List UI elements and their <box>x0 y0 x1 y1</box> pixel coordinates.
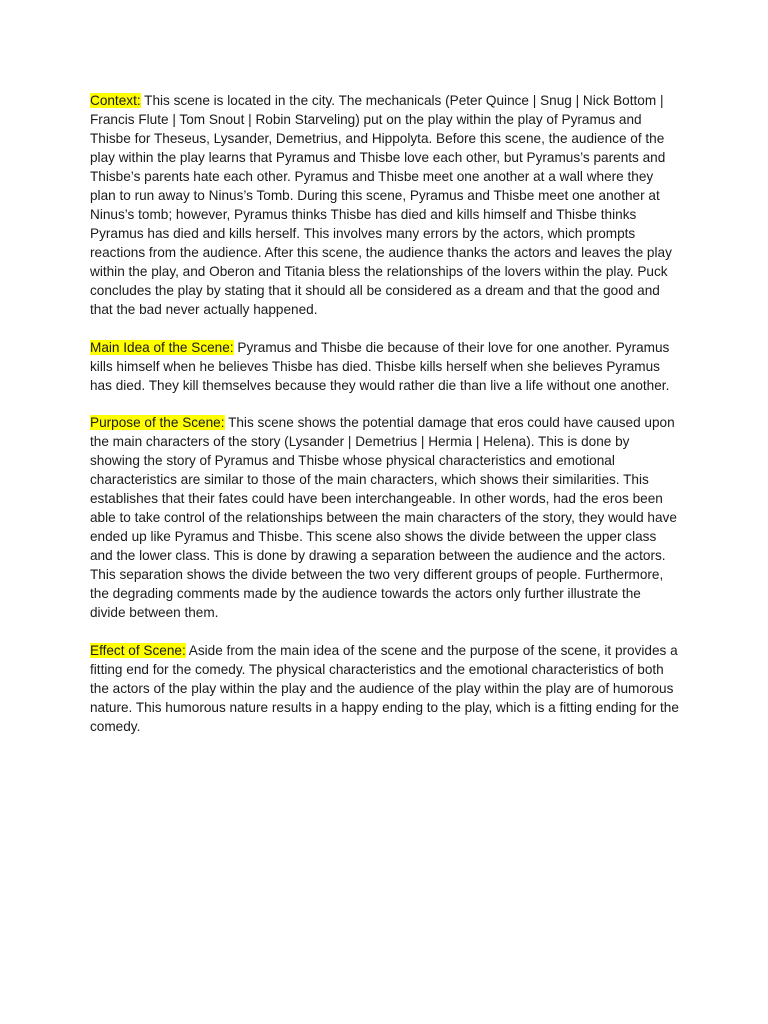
document-body <box>90 91 680 754</box>
main-idea-text: Pyramus and Thisbe die because of their love for one another. Pyramus kills himself when he believes Thisbe has died. Thisbe kills herself when she believes Pyramus has died. They kill themselves because they would rather die than live a life without one another. <box>90 339 670 393</box>
context-text: This scene is located in the city. The mechanicals (Peter Quince | Snug | Nick Bottom | Francis Flute | Tom Snout | Robin Starveling) put on the play within the play of Pyramus and Thisbe for Theseus, Lysander, Demetrius, and Hippolyta. Before this scene, the audience of the play within the play learns that Pyramus and Thisbe love each other, but Pyramus’s parents and Thisbe’s parents hate each other. Pyramus and Thisbe meet one another at a wall where they plan to run away to Ninus’s Tomb. During this scene, Pyramus and Thisbe meet one another at Ninus’s tomb; however, Pyramus thinks Thisbe has died and kills himself and Thisbe thinks Pyramus has died and kills herself. This involves many errors by the actors, which prompts reactions from the audience. After this scene, the audience thanks the actors and leaves the play within the play, and Oberon and Titania bless the relationships of the lovers within the play. Puck concludes the play by stating that it should all be considered as a dream and that the good and that the bad never actually happened. <box>90 93 672 317</box>
purpose-label: Purpose of the Scene: <box>90 415 225 430</box>
effect-label: Effect of Scene: <box>90 642 186 658</box>
purpose-paragraph <box>90 413 680 622</box>
effect-text: Aside from the main idea of the scene and the purpose of the scene, it provides a fitting end for the comedy. The physical characteristics and the emotional characteristics of both the actors of the play within the play and the audience of the play within the play are of humorous nature. This humorous nature results in a happy ending to the play, which is a fitting ending for the comedy. <box>90 642 679 734</box>
context-paragraph <box>90 91 680 319</box>
purpose-text: This scene shows the potential damage that eros could have caused upon the main characters of the story (Lysander | Demetrius | Hermia | Helena). This is done by showing the story of Pyramus and Thisbe whose physical characteristics and emotional characteristics are similar to those of the main characters, which shows their similarities. This establishes that their fates could have been interchangeable. In other words, had the eros been able to take control of the relationships between the main characters of the story, they would have ended up like Pyramus and Thisbe. This scene also shows the divide between the upper class and the lower class. This is done by drawing a separation between the audience and the actors. This separation shows the divide between the two very different groups of people. Furthermore, the degrading comments made by the audience towards the actors only further illustrate the divide between them. <box>90 415 677 620</box>
main-idea-label: Main Idea of the Scene: <box>90 339 234 355</box>
main-idea-paragraph <box>90 338 680 395</box>
context-label: Context: <box>90 93 141 108</box>
effect-paragraph <box>90 641 680 736</box>
